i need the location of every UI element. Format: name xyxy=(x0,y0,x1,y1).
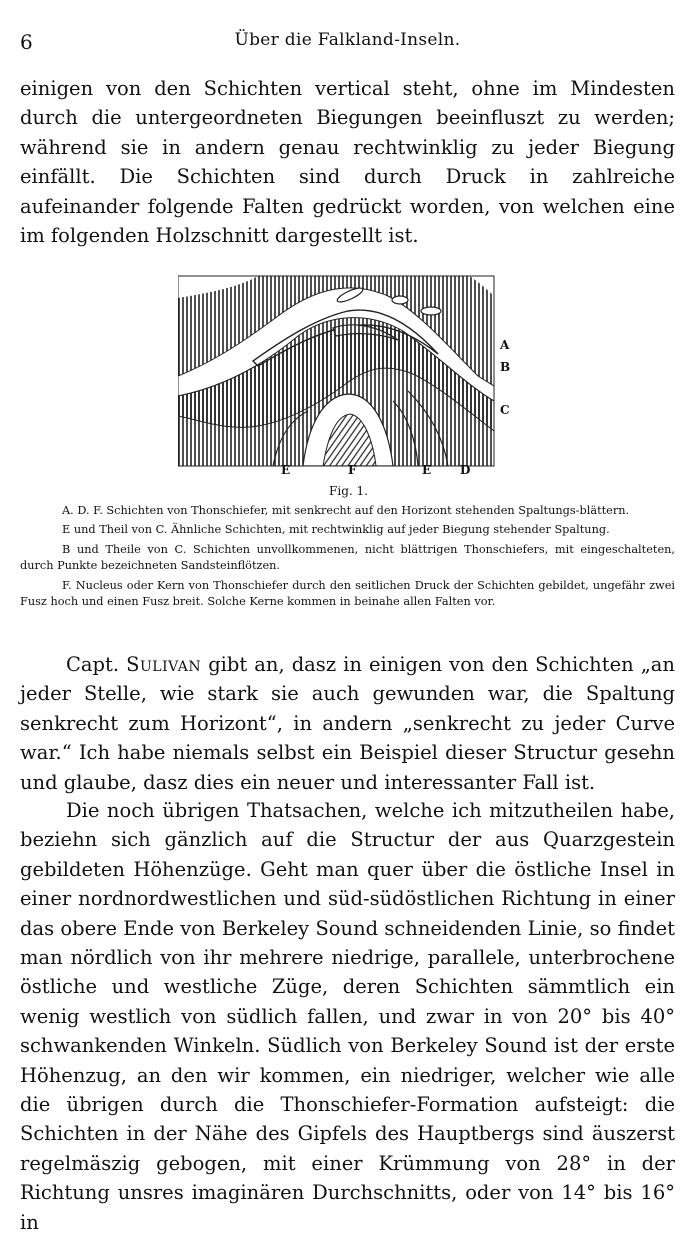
label-C: C xyxy=(500,403,510,417)
label-E-right: E xyxy=(422,463,432,477)
page-header xyxy=(20,30,675,58)
legend-note-3: B und Theile von C. Schichten unvollkommenen, nicht blättrigen Thonschiefers, mit eingeschalteten, durch Punkte bezeichneten Sandsteinflötzen. xyxy=(20,542,675,573)
author-name: Sulivan xyxy=(126,653,202,676)
legend-note-1: A. D. F. Schichten von Thonschiefer, mit senkrecht auf den Horizont stehenden Spaltungs-blättern. xyxy=(62,504,630,517)
label-B: B xyxy=(500,360,511,374)
paragraph-2 xyxy=(20,650,675,797)
legend-note-4: F. Nucleus oder Kern von Thonschiefer durch den seitlichen Druck der Schichten gebildet, ungefähr zwei Fusz hoch und einen Fusz breit. Solche Kerne kommen in beinahe allen Falten vor. xyxy=(20,578,675,609)
legend-note-2: E und Theil von C. Ähnliche Schichten, mit rechtwinklig auf jeder Biegung stehender Spaltung. xyxy=(62,523,610,537)
label-A: A xyxy=(500,338,510,352)
paragraph-2-body: gibt an, dasz in einigen von den Schichten „an jeder Stelle, wie stark sie auch gewunden war, die Spaltung senkrecht zum Horizont“, in andern „senkrecht zu jeder Curve war.“ Ich habe niemals selbst ein Beispiel dieser Structur gesehn und glaube, dasz dies ein neuer und interessanter Fall ist. xyxy=(20,653,675,794)
paragraph-1: einigen von den Schichten vertical steht, ohne im Mindesten durch die untergeordneten Biegungen beeinfluszt zu werden; während sie in andern genau rechtwinklig zu jeder Biegung einfällt. Die Schichten sind durch Druck in zahlreiche aufeinander folgende Falten gedrückt worden, von welchen eine im folgenden Holzschnitt dargestellt ist. xyxy=(20,77,675,248)
woodcut-figure xyxy=(178,236,523,486)
page-number: 6 xyxy=(20,30,33,54)
figure-caption: Fig. 1. xyxy=(329,484,368,498)
label-E-left: E xyxy=(281,463,291,477)
label-F: F xyxy=(348,463,357,477)
label-D: D xyxy=(460,463,471,477)
paragraph-2-lead: Capt. xyxy=(66,653,127,676)
figure-legend xyxy=(20,503,675,613)
paragraph-3: Die noch übrigen Thatsachen, welche ich mitzutheilen habe, beziehn sich gänzlich auf die Structur der aus Quarzgestein gebildeten Höhenzüge. Geht man quer über die östliche Insel in einer nordnordwestlichen und süd-südöstlichen Richtung in einer das obere Ende von Berkeley Sound schneidenden Linie, so findet man nördlich von ihr mehrere niedrige, parallele, unterbrochene östliche und westliche Züge, deren Schichten sämmtlich ein wenig westlich von südlich fallen, und zwar in von 20° bis 40° schwankenden Winkeln. Südlich von Berkeley Sound ist der erste Höhenzug, an den wir kommen, ein niedriger, welcher wie alle die übrigen durch die Thonschiefer-Formation aufsteigt: die Schichten in der Nähe des Gipfels des Hauptbergs sind äuszerst regelmäszig gebogen, mit einer Krümmung von 28° in der Richtung unsres imaginären Durchschnitts, oder von 14° bis 16° in xyxy=(20,799,675,1234)
running-title: Über die Falkland-Inseln. xyxy=(234,30,461,50)
fold-diagram xyxy=(178,236,523,486)
